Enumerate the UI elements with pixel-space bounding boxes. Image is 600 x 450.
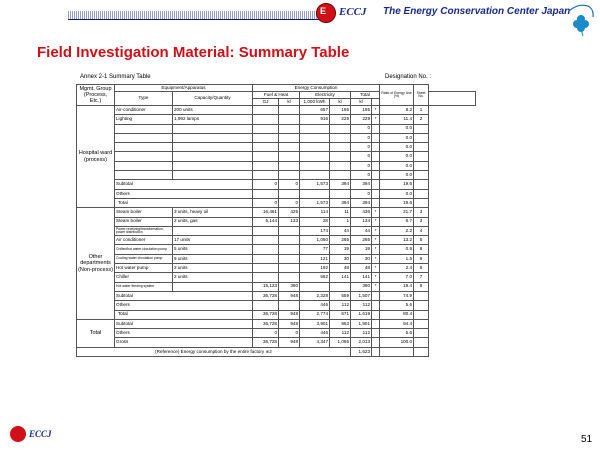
table-row: 0 0.0	[77, 133, 476, 142]
group-other: Other departments (Non-process)	[77, 208, 115, 320]
reference-label: (Reference) Energy consumption by the entire factory ※2	[77, 347, 351, 356]
table-header-row	[77, 85, 476, 92]
header-stripe	[68, 11, 322, 19]
header-logo-text: ECCJ	[339, 6, 367, 18]
table-row: Chilled/hot water circulation pump 5 units 77 19 19 * 0.9 6	[77, 245, 476, 254]
col-electricity-header: Electricity	[300, 92, 351, 99]
unit-gj: GJ	[253, 99, 279, 106]
table-row: Air conditioner 17 units 1,060 265 265 * 13.2 5	[77, 236, 476, 245]
table-row: Other departments (Non-process) Steam boiler 3 units, heavy oil 16,461 425 114 11 436 * 21.7 3	[77, 208, 476, 217]
table-row: Power receiving/transformation, power distribution 174 44 44 * 2.2 4	[77, 226, 476, 235]
unit-kl: kl	[330, 99, 351, 106]
table-row: 0 0.0	[77, 171, 476, 180]
org-name: The Energy Conservation Center Japan	[383, 6, 571, 17]
table-row: Cooling water circulation pump 9 units 121 30 30 * 1.5 6	[77, 254, 476, 263]
subtotal-row: Subtotal 36,728 948 2,328 559 1,507 74.9	[77, 291, 476, 300]
others-row: Others 446 112 112 5.6	[77, 301, 476, 310]
table-row: Hospital ward (process) Air-conditioner 200 units 657 165 165 * 8.2 1	[77, 106, 476, 115]
col-ratio-header: Ratio of Energy Use (%)	[380, 85, 414, 106]
page-title: Field Investigation Material: Summary Table	[37, 44, 350, 61]
subtotal-row: Subtotal 0 0 1,573 394 394 19.6	[77, 180, 476, 189]
page-number: 51	[581, 434, 593, 445]
header-rule	[68, 19, 322, 20]
group-total: Total	[77, 319, 115, 347]
col-capacity-header: Capacity/Quantity	[173, 92, 253, 106]
table-row: Chiller 2 units 562 141 141 * 7.0 7	[77, 273, 476, 282]
others-row: Others 0 0 446 112 112 5.6	[77, 329, 476, 338]
col-type-header: Type	[115, 92, 173, 106]
table-row: 0 0.0	[77, 143, 476, 152]
col-group-header: Mgmt. Group (Process, Etc.)	[77, 85, 115, 106]
others-row: Others 0 0.0	[77, 189, 476, 198]
reference-value: 1,623	[351, 347, 372, 356]
col-fuel-header: Fuel & Heat	[253, 92, 300, 99]
footer-logo-icon	[10, 426, 26, 442]
reference-row	[77, 347, 476, 356]
ecc-logo-icon: E	[316, 3, 336, 23]
summary-table	[76, 84, 476, 357]
table-row: 0 0.0	[77, 152, 476, 161]
clover-logo-icon	[566, 3, 596, 37]
table-row: Hot water feeding system 15,123 390 390 * 19.4 8	[77, 282, 476, 291]
total-row: Total 0 0 1,573 394 394 19.6	[77, 198, 476, 207]
footer-logo-text: ECCJ	[29, 429, 52, 439]
total-row: Total 36,728 948 2,774 671 1,619 80.4	[77, 310, 476, 319]
gross-row: Gross 36,728 948 4,347 1,065 2,013 100.0	[77, 338, 476, 347]
unit-kwh: 1,000 kWh	[300, 99, 330, 106]
col-total-header: Total	[351, 92, 380, 99]
table-row: Hot water pump 2 units 192 48 48 * 2.4 6	[77, 264, 476, 273]
col-sheet-header: Sheet No.	[414, 85, 429, 106]
group-hospital: Hospital ward (process)	[77, 106, 115, 208]
table-row: Steam boiler 2 units, gas 5,144 133 28 1 134 * 6.7 3	[77, 217, 476, 226]
unit-kl: kl	[351, 99, 372, 106]
table-row: Lighting 1,992 lamps 916 229 229 * 11.4 2	[77, 115, 476, 124]
table-row: 0 0.0	[77, 161, 476, 170]
col-energy-header: Energy Consumption	[253, 85, 380, 92]
designation-label: Designation No. :	[385, 74, 432, 80]
table-row: 0 0.0	[77, 124, 476, 133]
col-equipment-header: Equipment/Apparatus	[115, 85, 253, 92]
unit-kl: kl	[279, 99, 300, 106]
subtotal-row: Total Subtotal 36,728 948 3,901 953 1,901 94.4	[77, 319, 476, 328]
annex-label: Annex 2-1 Summary Table	[80, 74, 151, 80]
